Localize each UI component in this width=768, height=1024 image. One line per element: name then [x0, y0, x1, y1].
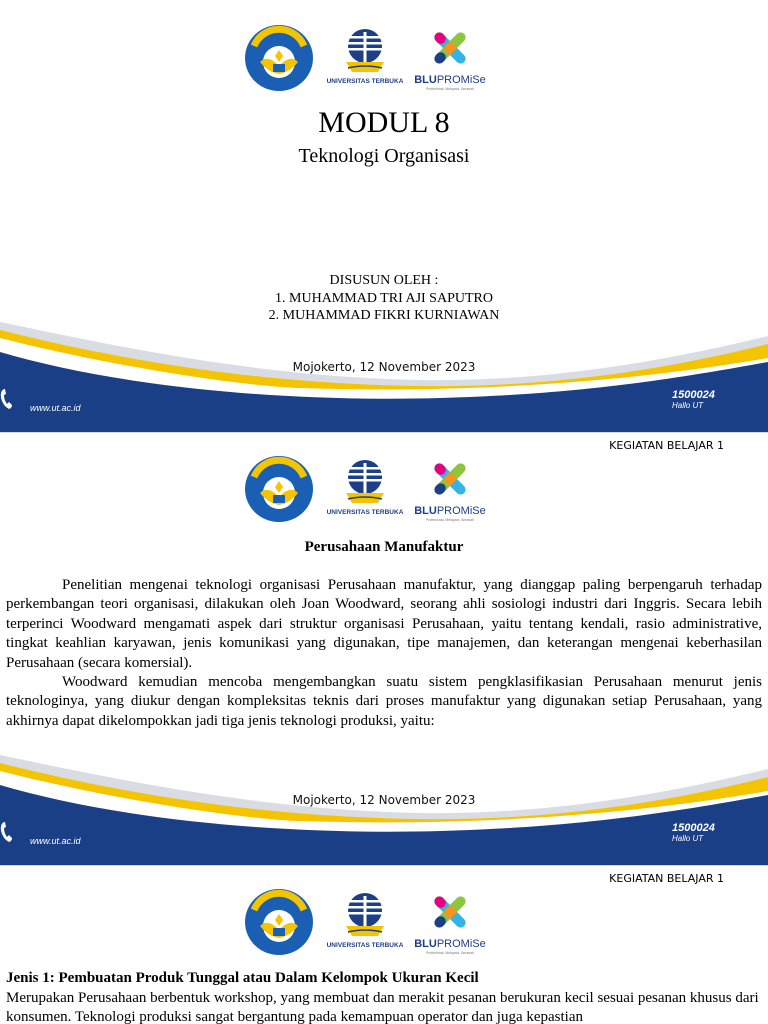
universitas-terbuka-logo: [326, 28, 404, 90]
blu-tagline: Profesional, Melayani, Amanah: [425, 951, 475, 955]
logo-row: [244, 888, 488, 960]
hallo-ut-label: Hallo UT: [672, 401, 704, 410]
ut-emblem-icon: [326, 28, 404, 76]
type-heading: Jenis 1: Pembuatan Produk Tunggal atau Dalam Kelompok Ukuran Kecil: [6, 970, 479, 986]
module-subtitle: Teknologi Organisasi: [298, 145, 470, 167]
blu-promise-logo: [412, 890, 488, 956]
blu-rest-text: PROMiSe: [436, 74, 486, 86]
ut-emblem-icon: [326, 459, 404, 507]
section-label: KEGIATAN BELAJAR 1: [609, 439, 724, 452]
blu-promise-emblem-icon: [412, 890, 488, 938]
blu-caption: [412, 938, 488, 950]
blu-bold-text: BLU: [414, 505, 437, 517]
ut-caption: UNIVERSITAS TERBUKA: [326, 509, 404, 516]
blu-promise-logo: [412, 26, 488, 92]
ut-emblem-icon: [326, 892, 404, 940]
blu-promise-emblem-icon: [412, 26, 488, 74]
paragraph-1-text: Penelitian mengenai teknologi organisasi Perusahaan manufaktur, yang dianggap paling berpengaruh terhadap perkembangan teori organisasi, dilakukan oleh Joan Woodward, seorang ahli sosiologi industri dari Inggris. Secara lebih terperinci Woodward mengamati aspek dari struktur organisasi Perusahaan, yaitu tentang kendali, rasio administrative, tingkat keahlian karyawan, jenis komunikasi yang digunakan, tipe manajemen, dan keterangan mengenai keberhasilan Perusahaan (secara komersial).: [6, 577, 762, 671]
section-heading: Perusahaan Manufaktur: [304, 539, 464, 555]
content-page-2: [0, 866, 768, 1024]
logo-row: [244, 455, 488, 527]
footer-date: Mojokerto, 12 November 2023: [292, 360, 476, 374]
blu-promise-logo: [412, 457, 488, 523]
universitas-terbuka-logo: [326, 892, 404, 954]
footer-website: www.ut.ac.id: [30, 836, 81, 846]
ut-caption: UNIVERSITAS TERBUKA: [326, 78, 404, 85]
phone-icon: [0, 821, 14, 843]
author-2: 2. MUHAMMAD FIKRI KURNIAWAN: [268, 308, 500, 323]
logo-row: [244, 24, 488, 96]
footer-wave-icon: [0, 322, 768, 432]
hotline-number: 1500024: [672, 822, 715, 834]
footer-wave: [0, 755, 768, 865]
blu-tagline: Profesional, Melayani, Amanah: [425, 518, 475, 522]
cover-page: [0, 0, 768, 432]
type-paragraph: Merupakan Perusahaan berbentuk workshop, yang membuat dan merakit pesanan berukuran kecil sesuai pesanan khusus dari konsumen. Teknologi produksi sangat bergantung pada kemampuan operator dan juga kepastian: [6, 990, 759, 1024]
module-title: MODUL 8: [318, 106, 450, 139]
ut-caption: UNIVERSITAS TERBUKA: [326, 942, 404, 949]
blu-tagline: Profesional, Melayani, Amanah: [425, 87, 475, 91]
tut-wuri-handayani-logo-icon: [244, 888, 314, 956]
content-page-1: [0, 433, 768, 865]
blu-promise-emblem-icon: [412, 457, 488, 505]
hallo-ut-label: Hallo UT: [672, 834, 704, 843]
paragraph-2: [6, 673, 762, 731]
footer-website: www.ut.ac.id: [30, 403, 81, 413]
paragraph-2-text: Woodward kemudian mencoba mengembangkan suatu sistem pengklasifikasian Perusahaan menurut jenis teknologinya, yang diukur dengan kompleksitas teknis dari proses manufaktur yang digunakan setiap Perusahaan, yang akhirnya dapat dikelompokkan jadi tiga jenis teknologi produksi, yaitu:: [6, 674, 762, 729]
universitas-terbuka-logo: [326, 459, 404, 521]
footer-wave: [0, 322, 768, 432]
blu-rest-text: PROMiSe: [436, 938, 486, 950]
paragraph-1: [6, 576, 762, 673]
blu-caption: [412, 74, 488, 86]
blu-caption: [412, 505, 488, 517]
section-label: KEGIATAN BELAJAR 1: [609, 872, 724, 885]
blu-bold-text: BLU: [414, 938, 437, 950]
tut-wuri-handayani-logo-icon: [244, 24, 314, 92]
compiled-by-label: DISUSUN OLEH :: [329, 273, 439, 288]
footer-wave-icon: [0, 755, 768, 865]
blu-bold-text: BLU: [414, 74, 437, 86]
footer-hotline: [672, 390, 715, 410]
author-1: 1. MUHAMMAD TRI AJI SAPUTRO: [275, 291, 493, 306]
hotline-number: 1500024: [672, 389, 715, 401]
phone-icon: [0, 388, 14, 410]
blu-rest-text: PROMiSe: [436, 505, 486, 517]
tut-wuri-handayani-logo-icon: [244, 455, 314, 523]
footer-date: Mojokerto, 12 November 2023: [292, 793, 476, 807]
footer-hotline: [672, 823, 715, 843]
